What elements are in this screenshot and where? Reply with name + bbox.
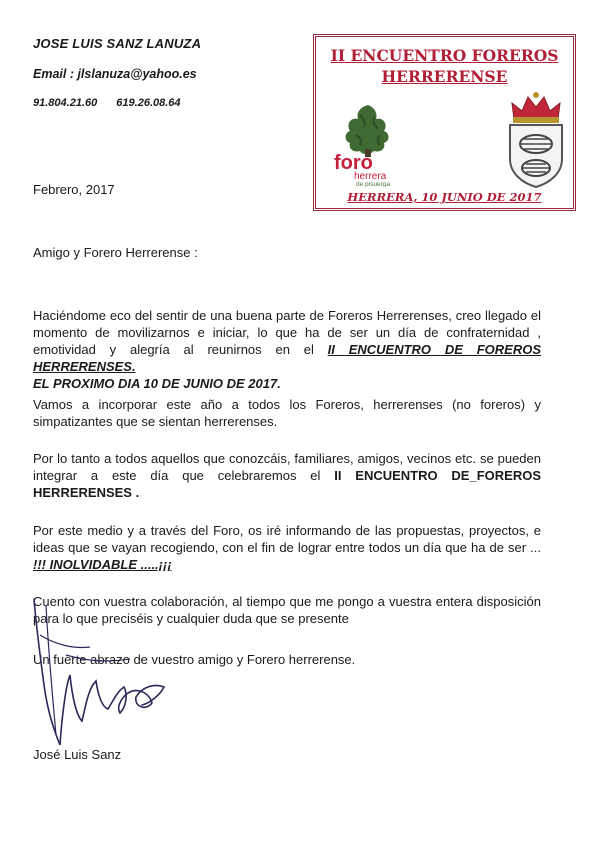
phone-1: 91.804.21.60 [33,97,98,109]
letter-closing: Un fuerte abrazo de vuestro amigo y Forero herrerense. [33,652,356,667]
paragraph-1 [33,307,541,392]
author-email: Email : jlslanuza@yahoo.es [33,67,197,81]
letter-date: Febrero, 2017 [33,182,115,197]
paragraph-3 [33,450,541,501]
banner-date: HERRERA, 10 JUNIO DE 2017 [347,190,542,204]
logo-word-foro: foro [334,152,373,174]
logo-word-herrera: herrera [354,171,387,182]
event-banner [313,34,576,211]
paragraph-5: Cuento con vuestra colaboración, al tiempo que me pongo a vuestra entera disposición para lo que preciséis y cualquier duda que se presente [33,594,541,626]
tree-icon [346,105,389,157]
paragraph-3-text: Por lo tanto a todos aquellos que conozcáis, familiares, amigos, vecinos etc. se pueden integrar a este día que celebraremos el [33,451,541,483]
paragraph-2: Vamos a incorporar este año a todos los Foreros, herrerenses (no foreros) y simpatizantes que se sientan herrerenses. [33,397,541,429]
letter-greeting: Amigo y Forero Herrerense : [33,245,198,260]
phone-2: 619.26.08.64 [116,97,181,109]
event-name-bold: II ENCUENTRO DE_FOREROS HERRERENSES . [33,468,541,500]
event-date-highlight: EL PROXIMO DIA 10 DE JUNIO DE 2017. [33,376,281,391]
inolvidable-highlight: !!! INOLVIDABLE .....¡¡¡ [33,557,172,572]
paragraph-1-text: Haciéndome eco del sentir de una buena parte de Foreros Herrerenses, creo llegado el momento de movilizarnos e iniciar, lo que ha de ser un día de confraternidad , emotividad y alegría al reunirnos en el [33,308,541,357]
crown-icon [512,92,560,123]
signer-name: José Luis Sanz [33,747,122,762]
handwritten-signature [26,595,196,755]
logo-word-pisuerga: de pisuerga [356,181,390,187]
foro-herrera-logo [330,101,408,187]
banner-title [316,45,573,87]
banner-title-line-2: HERRERENSE [381,67,508,86]
event-name-highlight: II ENCUENTRO DE FOREROS HERRERENSES. [33,342,541,374]
coat-of-arms-icon [504,89,568,189]
author-phones [33,97,197,109]
author-name: JOSE LUIS SANZ LANUZA [33,36,202,51]
paragraph-4 [33,522,541,573]
paragraph-4-text: Por este medio y a través del Foro, os iré informando de las propuestas, proyectos, e ideas que se vayan recogiendo, con el fin de lograr entre todos un día que ha de ser ... [33,523,541,555]
banner-title-line-1: II ENCUENTRO FOREROS [330,46,559,65]
